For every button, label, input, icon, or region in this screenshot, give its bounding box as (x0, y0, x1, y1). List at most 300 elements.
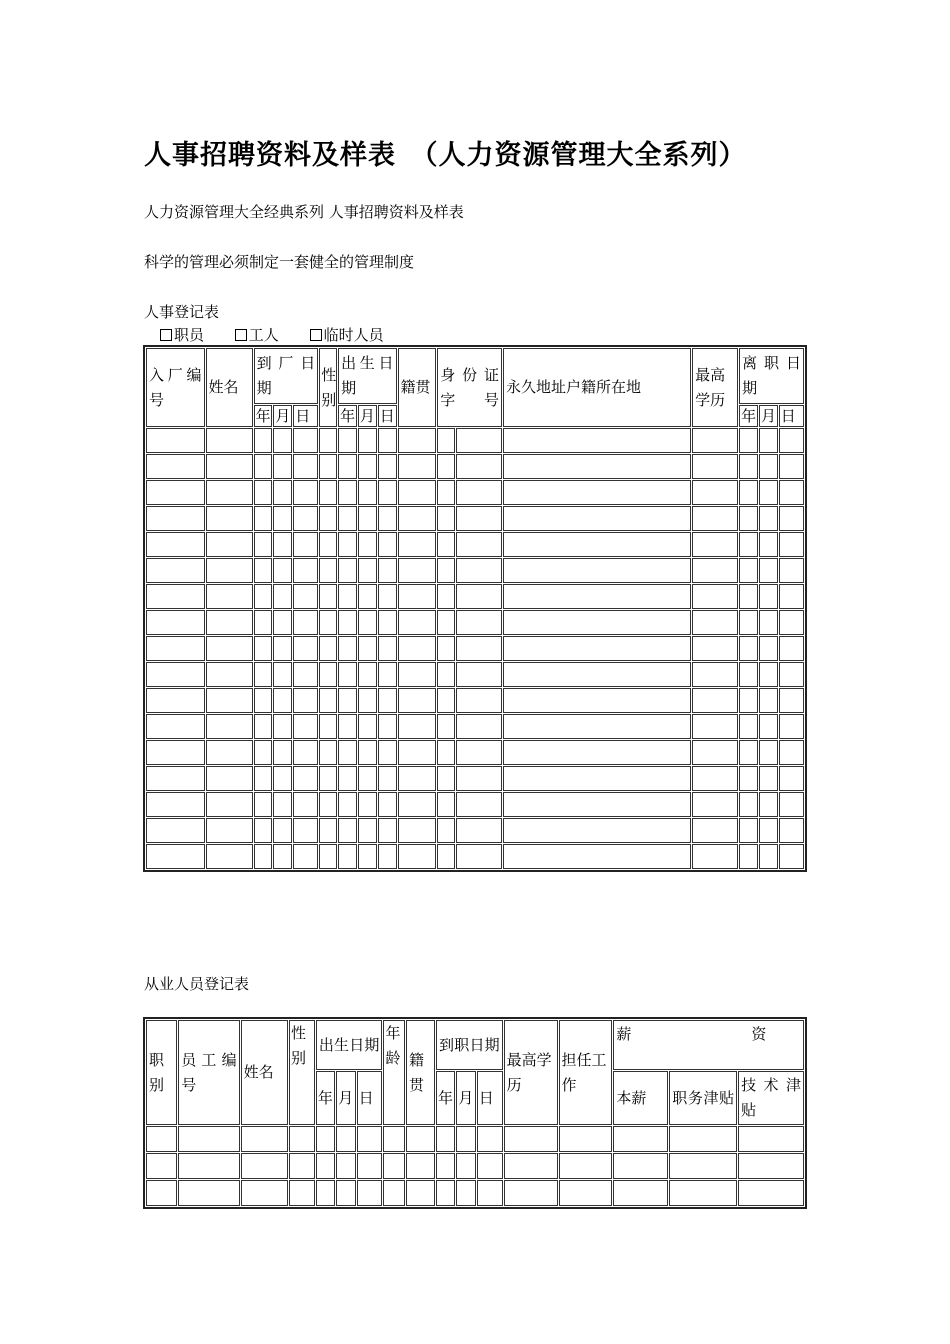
blank-cell[interactable] (206, 584, 253, 609)
blank-cell[interactable] (437, 636, 455, 661)
blank-cell[interactable] (178, 1153, 239, 1179)
blank-cell[interactable] (779, 662, 804, 687)
blank-cell[interactable] (692, 792, 738, 817)
blank-cell[interactable] (293, 740, 318, 765)
blank-cell[interactable] (273, 610, 292, 635)
blank-cell[interactable] (319, 844, 337, 869)
blank-cell[interactable] (692, 428, 738, 453)
blank-cell[interactable] (692, 584, 738, 609)
blank-cell[interactable] (378, 506, 397, 531)
blank-cell[interactable] (316, 1180, 335, 1206)
blank-cell[interactable] (692, 480, 738, 505)
blank-cell[interactable] (739, 584, 758, 609)
blank-cell[interactable] (504, 1180, 558, 1206)
blank-cell[interactable] (456, 1126, 475, 1152)
blank-cell[interactable] (254, 662, 273, 687)
blank-cell[interactable] (273, 532, 292, 557)
blank-cell[interactable] (273, 792, 292, 817)
blank-cell[interactable] (398, 428, 437, 453)
blank-cell[interactable] (273, 844, 292, 869)
blank-cell[interactable] (692, 454, 738, 479)
blank-cell[interactable] (503, 636, 691, 661)
blank-cell[interactable] (338, 428, 357, 453)
blank-cell[interactable] (383, 1153, 405, 1179)
blank-cell[interactable] (398, 792, 437, 817)
blank-cell[interactable] (293, 532, 318, 557)
blank-cell[interactable] (254, 506, 273, 531)
blank-cell[interactable] (254, 428, 273, 453)
blank-cell[interactable] (146, 584, 205, 609)
blank-cell[interactable] (293, 688, 318, 713)
blank-cell[interactable] (293, 428, 318, 453)
blank-cell[interactable] (759, 584, 778, 609)
blank-cell[interactable] (779, 584, 804, 609)
blank-cell[interactable] (739, 766, 758, 791)
blank-cell[interactable] (759, 818, 778, 843)
blank-cell[interactable] (406, 1126, 435, 1152)
blank-cell[interactable] (406, 1153, 435, 1179)
blank-cell[interactable] (759, 662, 778, 687)
blank-cell[interactable] (559, 1153, 613, 1179)
blank-cell[interactable] (779, 714, 804, 739)
blank-cell[interactable] (338, 740, 357, 765)
blank-cell[interactable] (338, 636, 357, 661)
blank-cell[interactable] (378, 766, 397, 791)
blank-cell[interactable] (338, 792, 357, 817)
blank-cell[interactable] (273, 506, 292, 531)
blank-cell[interactable] (254, 714, 273, 739)
blank-cell[interactable] (398, 818, 437, 843)
blank-cell[interactable] (383, 1126, 405, 1152)
blank-cell[interactable] (456, 584, 502, 609)
blank-cell[interactable] (739, 844, 758, 869)
blank-cell[interactable] (378, 532, 397, 557)
blank-cell[interactable] (759, 610, 778, 635)
blank-cell[interactable] (206, 662, 253, 687)
blank-cell[interactable] (146, 792, 205, 817)
blank-cell[interactable] (739, 454, 758, 479)
blank-cell[interactable] (254, 792, 273, 817)
blank-cell[interactable] (146, 1180, 177, 1206)
blank-cell[interactable] (146, 714, 205, 739)
blank-cell[interactable] (739, 740, 758, 765)
blank-cell[interactable] (437, 688, 455, 713)
blank-cell[interactable] (358, 610, 377, 635)
blank-cell[interactable] (206, 818, 253, 843)
blank-cell[interactable] (692, 714, 738, 739)
blank-cell[interactable] (146, 428, 205, 453)
blank-cell[interactable] (437, 792, 455, 817)
blank-cell[interactable] (456, 740, 502, 765)
blank-cell[interactable] (503, 688, 691, 713)
blank-cell[interactable] (759, 766, 778, 791)
blank-cell[interactable] (738, 1153, 804, 1179)
blank-cell[interactable] (338, 584, 357, 609)
blank-cell[interactable] (437, 480, 455, 505)
checkbox-icon[interactable] (310, 329, 322, 341)
blank-cell[interactable] (358, 844, 377, 869)
blank-cell[interactable] (456, 636, 502, 661)
blank-cell[interactable] (254, 584, 273, 609)
blank-cell[interactable] (358, 818, 377, 843)
blank-cell[interactable] (779, 636, 804, 661)
blank-cell[interactable] (398, 766, 437, 791)
blank-cell[interactable] (319, 454, 337, 479)
blank-cell[interactable] (319, 636, 337, 661)
blank-cell[interactable] (437, 818, 455, 843)
blank-cell[interactable] (398, 636, 437, 661)
blank-cell[interactable] (503, 766, 691, 791)
blank-cell[interactable] (293, 558, 318, 583)
blank-cell[interactable] (319, 766, 337, 791)
blank-cell[interactable] (293, 454, 318, 479)
blank-cell[interactable] (338, 766, 357, 791)
blank-cell[interactable] (319, 688, 337, 713)
blank-cell[interactable] (273, 558, 292, 583)
blank-cell[interactable] (437, 558, 455, 583)
blank-cell[interactable] (146, 636, 205, 661)
blank-cell[interactable] (759, 454, 778, 479)
blank-cell[interactable] (739, 532, 758, 557)
blank-cell[interactable] (358, 558, 377, 583)
blank-cell[interactable] (338, 454, 357, 479)
blank-cell[interactable] (293, 792, 318, 817)
blank-cell[interactable] (293, 766, 318, 791)
blank-cell[interactable] (613, 1126, 668, 1152)
blank-cell[interactable] (503, 506, 691, 531)
blank-cell[interactable] (206, 844, 253, 869)
blank-cell[interactable] (779, 688, 804, 713)
blank-cell[interactable] (456, 428, 502, 453)
blank-cell[interactable] (293, 506, 318, 531)
blank-cell[interactable] (206, 792, 253, 817)
blank-cell[interactable] (503, 610, 691, 635)
blank-cell[interactable] (759, 844, 778, 869)
blank-cell[interactable] (503, 532, 691, 557)
blank-cell[interactable] (739, 714, 758, 739)
blank-cell[interactable] (206, 740, 253, 765)
blank-cell[interactable] (273, 584, 292, 609)
blank-cell[interactable] (358, 766, 377, 791)
blank-cell[interactable] (779, 506, 804, 531)
blank-cell[interactable] (358, 454, 377, 479)
blank-cell[interactable] (254, 610, 273, 635)
blank-cell[interactable] (378, 454, 397, 479)
blank-cell[interactable] (338, 818, 357, 843)
blank-cell[interactable] (289, 1126, 315, 1152)
blank-cell[interactable] (206, 480, 253, 505)
blank-cell[interactable] (293, 480, 318, 505)
blank-cell[interactable] (319, 480, 337, 505)
blank-cell[interactable] (319, 532, 337, 557)
blank-cell[interactable] (779, 610, 804, 635)
blank-cell[interactable] (146, 662, 205, 687)
blank-cell[interactable] (692, 662, 738, 687)
blank-cell[interactable] (759, 428, 778, 453)
blank-cell[interactable] (692, 844, 738, 869)
blank-cell[interactable] (293, 818, 318, 843)
blank-cell[interactable] (692, 636, 738, 661)
blank-cell[interactable] (358, 428, 377, 453)
blank-cell[interactable] (398, 454, 437, 479)
blank-cell[interactable] (378, 662, 397, 687)
blank-cell[interactable] (146, 610, 205, 635)
blank-cell[interactable] (398, 610, 437, 635)
blank-cell[interactable] (358, 636, 377, 661)
blank-cell[interactable] (254, 766, 273, 791)
blank-cell[interactable] (378, 844, 397, 869)
blank-cell[interactable] (146, 766, 205, 791)
blank-cell[interactable] (669, 1153, 737, 1179)
blank-cell[interactable] (338, 506, 357, 531)
blank-cell[interactable] (358, 506, 377, 531)
blank-cell[interactable] (738, 1180, 804, 1206)
blank-cell[interactable] (358, 714, 377, 739)
blank-cell[interactable] (477, 1153, 503, 1179)
blank-cell[interactable] (378, 428, 397, 453)
blank-cell[interactable] (398, 662, 437, 687)
blank-cell[interactable] (378, 480, 397, 505)
blank-cell[interactable] (504, 1153, 558, 1179)
blank-cell[interactable] (503, 662, 691, 687)
blank-cell[interactable] (146, 844, 205, 869)
blank-cell[interactable] (779, 818, 804, 843)
blank-cell[interactable] (456, 1180, 475, 1206)
blank-cell[interactable] (293, 662, 318, 687)
blank-cell[interactable] (378, 792, 397, 817)
blank-cell[interactable] (692, 688, 738, 713)
blank-cell[interactable] (254, 558, 273, 583)
blank-cell[interactable] (398, 584, 437, 609)
blank-cell[interactable] (738, 1126, 804, 1152)
blank-cell[interactable] (273, 740, 292, 765)
blank-cell[interactable] (254, 532, 273, 557)
blank-cell[interactable] (338, 844, 357, 869)
blank-cell[interactable] (613, 1153, 668, 1179)
blank-cell[interactable] (477, 1126, 503, 1152)
blank-cell[interactable] (437, 428, 455, 453)
temporary-option[interactable]: 临时人员 (310, 324, 384, 345)
blank-cell[interactable] (779, 480, 804, 505)
blank-cell[interactable] (456, 480, 502, 505)
blank-cell[interactable] (338, 532, 357, 557)
blank-cell[interactable] (241, 1153, 288, 1179)
blank-cell[interactable] (692, 532, 738, 557)
blank-cell[interactable] (383, 1180, 405, 1206)
blank-cell[interactable] (692, 506, 738, 531)
blank-cell[interactable] (398, 506, 437, 531)
blank-cell[interactable] (398, 480, 437, 505)
blank-cell[interactable] (378, 688, 397, 713)
blank-cell[interactable] (293, 584, 318, 609)
blank-cell[interactable] (273, 662, 292, 687)
blank-cell[interactable] (503, 792, 691, 817)
blank-cell[interactable] (437, 454, 455, 479)
blank-cell[interactable] (456, 1153, 475, 1179)
blank-cell[interactable] (273, 818, 292, 843)
blank-cell[interactable] (669, 1180, 737, 1206)
blank-cell[interactable] (338, 558, 357, 583)
blank-cell[interactable] (206, 636, 253, 661)
blank-cell[interactable] (692, 610, 738, 635)
blank-cell[interactable] (293, 610, 318, 635)
blank-cell[interactable] (456, 818, 502, 843)
blank-cell[interactable] (358, 740, 377, 765)
blank-cell[interactable] (739, 636, 758, 661)
blank-cell[interactable] (319, 792, 337, 817)
blank-cell[interactable] (206, 506, 253, 531)
blank-cell[interactable] (669, 1126, 737, 1152)
blank-cell[interactable] (779, 844, 804, 869)
blank-cell[interactable] (437, 662, 455, 687)
blank-cell[interactable] (338, 714, 357, 739)
blank-cell[interactable] (692, 558, 738, 583)
blank-cell[interactable] (692, 740, 738, 765)
blank-cell[interactable] (146, 532, 205, 557)
blank-cell[interactable] (293, 636, 318, 661)
blank-cell[interactable] (273, 688, 292, 713)
blank-cell[interactable] (338, 662, 357, 687)
blank-cell[interactable] (759, 792, 778, 817)
blank-cell[interactable] (273, 636, 292, 661)
blank-cell[interactable] (378, 558, 397, 583)
blank-cell[interactable] (319, 740, 337, 765)
blank-cell[interactable] (273, 454, 292, 479)
blank-cell[interactable] (739, 818, 758, 843)
blank-cell[interactable] (338, 480, 357, 505)
blank-cell[interactable] (338, 688, 357, 713)
blank-cell[interactable] (146, 688, 205, 713)
blank-cell[interactable] (357, 1126, 383, 1152)
blank-cell[interactable] (759, 714, 778, 739)
blank-cell[interactable] (206, 714, 253, 739)
blank-cell[interactable] (206, 558, 253, 583)
checkbox-icon[interactable] (235, 329, 247, 341)
blank-cell[interactable] (378, 740, 397, 765)
blank-cell[interactable] (559, 1180, 613, 1206)
blank-cell[interactable] (759, 636, 778, 661)
blank-cell[interactable] (692, 766, 738, 791)
blank-cell[interactable] (316, 1153, 335, 1179)
blank-cell[interactable] (503, 740, 691, 765)
blank-cell[interactable] (559, 1126, 613, 1152)
blank-cell[interactable] (456, 844, 502, 869)
blank-cell[interactable] (378, 714, 397, 739)
blank-cell[interactable] (254, 740, 273, 765)
blank-cell[interactable] (319, 558, 337, 583)
blank-cell[interactable] (437, 532, 455, 557)
blank-cell[interactable] (456, 558, 502, 583)
blank-cell[interactable] (319, 506, 337, 531)
blank-cell[interactable] (378, 584, 397, 609)
blank-cell[interactable] (503, 428, 691, 453)
blank-cell[interactable] (358, 688, 377, 713)
blank-cell[interactable] (406, 1180, 435, 1206)
blank-cell[interactable] (456, 506, 502, 531)
blank-cell[interactable] (456, 662, 502, 687)
blank-cell[interactable] (293, 844, 318, 869)
blank-cell[interactable] (437, 844, 455, 869)
blank-cell[interactable] (319, 610, 337, 635)
checkbox-icon[interactable] (160, 329, 172, 341)
blank-cell[interactable] (503, 480, 691, 505)
blank-cell[interactable] (336, 1153, 355, 1179)
blank-cell[interactable] (456, 532, 502, 557)
blank-cell[interactable] (779, 532, 804, 557)
staff-option[interactable]: 职员 (160, 324, 204, 345)
blank-cell[interactable] (289, 1180, 315, 1206)
blank-cell[interactable] (254, 454, 273, 479)
blank-cell[interactable] (739, 688, 758, 713)
blank-cell[interactable] (146, 558, 205, 583)
blank-cell[interactable] (692, 818, 738, 843)
blank-cell[interactable] (178, 1126, 239, 1152)
blank-cell[interactable] (241, 1180, 288, 1206)
blank-cell[interactable] (436, 1180, 455, 1206)
blank-cell[interactable] (206, 688, 253, 713)
blank-cell[interactable] (378, 610, 397, 635)
blank-cell[interactable] (779, 740, 804, 765)
blank-cell[interactable] (398, 844, 437, 869)
blank-cell[interactable] (357, 1153, 383, 1179)
blank-cell[interactable] (779, 558, 804, 583)
blank-cell[interactable] (739, 506, 758, 531)
blank-cell[interactable] (779, 766, 804, 791)
blank-cell[interactable] (759, 532, 778, 557)
blank-cell[interactable] (319, 818, 337, 843)
blank-cell[interactable] (503, 818, 691, 843)
blank-cell[interactable] (206, 766, 253, 791)
blank-cell[interactable] (739, 428, 758, 453)
blank-cell[interactable] (336, 1180, 355, 1206)
blank-cell[interactable] (456, 792, 502, 817)
blank-cell[interactable] (336, 1126, 355, 1152)
blank-cell[interactable] (504, 1126, 558, 1152)
blank-cell[interactable] (436, 1126, 455, 1152)
blank-cell[interactable] (437, 506, 455, 531)
blank-cell[interactable] (739, 792, 758, 817)
blank-cell[interactable] (146, 740, 205, 765)
blank-cell[interactable] (613, 1180, 668, 1206)
blank-cell[interactable] (759, 506, 778, 531)
blank-cell[interactable] (146, 818, 205, 843)
blank-cell[interactable] (146, 1126, 177, 1152)
blank-cell[interactable] (759, 558, 778, 583)
blank-cell[interactable] (437, 714, 455, 739)
blank-cell[interactable] (437, 584, 455, 609)
blank-cell[interactable] (358, 584, 377, 609)
blank-cell[interactable] (206, 454, 253, 479)
blank-cell[interactable] (739, 480, 758, 505)
blank-cell[interactable] (437, 610, 455, 635)
blank-cell[interactable] (273, 480, 292, 505)
blank-cell[interactable] (146, 480, 205, 505)
blank-cell[interactable] (358, 532, 377, 557)
blank-cell[interactable] (289, 1153, 315, 1179)
blank-cell[interactable] (358, 662, 377, 687)
blank-cell[interactable] (319, 428, 337, 453)
blank-cell[interactable] (503, 844, 691, 869)
blank-cell[interactable] (241, 1126, 288, 1152)
blank-cell[interactable] (378, 818, 397, 843)
blank-cell[interactable] (779, 454, 804, 479)
blank-cell[interactable] (254, 818, 273, 843)
blank-cell[interactable] (437, 740, 455, 765)
blank-cell[interactable] (759, 688, 778, 713)
blank-cell[interactable] (739, 610, 758, 635)
blank-cell[interactable] (254, 844, 273, 869)
blank-cell[interactable] (456, 610, 502, 635)
